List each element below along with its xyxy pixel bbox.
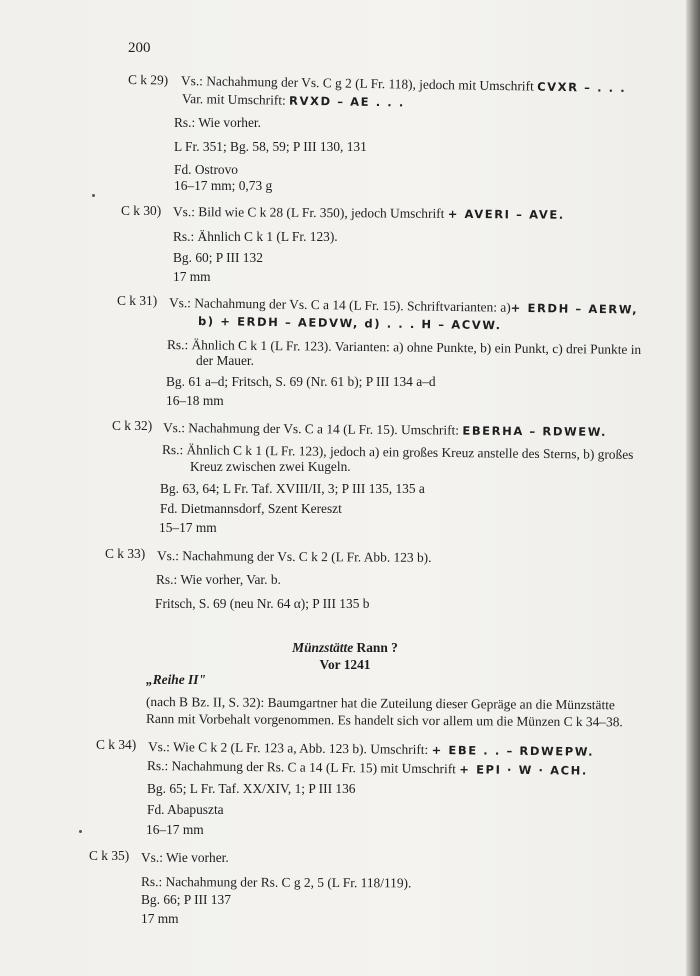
obverse-line: Vs.: Wie vorher. (141, 850, 229, 865)
page-number: 200 (128, 40, 151, 56)
size-line: 16–17 mm; 0,73 g (174, 178, 273, 193)
reference-line: Fritsch, S. 69 (neu Nr. 64 α); P III 135 b (155, 596, 370, 611)
obverse-text: Vs.: Nachahmung der Vs. C a 14 (L Fr. 15). Schriftvarianten: a) (168, 295, 511, 315)
entry-id: C k 34) (96, 737, 137, 752)
reverse-continuation: Kreuz zwischen zwei Kugeln. (190, 459, 351, 474)
reverse-line: Rs.: Wie vorher. (174, 115, 261, 130)
mint-heading (0, 639, 690, 673)
entry-id: C k 35) (89, 848, 130, 863)
size-line: 16–17 mm (146, 822, 204, 837)
reference-line: Bg. 60; P III 132 (173, 250, 263, 265)
variant-line (182, 91, 405, 110)
obverse-text: Vs.: Wie C k 2 (L Fr. 123 a, Abb. 123 b). Umschrift: (147, 739, 429, 757)
reverse-line: Rs.: Wie vorher, Var. b. (156, 572, 281, 587)
size-line: 15–17 mm (159, 520, 217, 535)
reverse-line: Rs.: Nachahmung der Rs. C g 2, 5 (L Fr. 118/119). (140, 874, 412, 891)
obverse-variants-line (198, 313, 502, 333)
entry-id: C k 29) (127, 72, 169, 88)
mint-label: Münzstätte (292, 640, 354, 655)
reference-line: Bg. 65; L Fr. Taf. XX/XIV, 1; P III 136 (147, 781, 356, 796)
findspot-line: Fd. Ostrovo (174, 162, 238, 177)
obverse-line (163, 420, 607, 440)
entry-id: C k 32) (112, 418, 153, 433)
entry-id: C k 33) (105, 546, 146, 561)
reference-line: L Fr. 351; Bg. 58, 59; P III 130, 131 (174, 139, 367, 154)
reverse-line: Rs.: Ähnlich C k 1 (L Fr. 123). (173, 229, 338, 244)
reverse-continuation: der Mauer. (196, 353, 255, 368)
reference-line: Bg. 61 a–d; Fritsch, S. 69 (Nr. 61 b); P III 134 a–d (166, 374, 436, 389)
obverse-text: Vs.: Nachahmung der Vs. C a 14 (L Fr. 15). Umschrift: (162, 420, 460, 438)
findspot-line: Fd. Dietmannsdorf, Szent Kereszt (160, 501, 342, 516)
size-line: 17 mm (173, 269, 211, 284)
speck (92, 194, 95, 197)
obverse-text: Vs.: Bild wie C k 28 (L Fr. 350), jedoch Umschrift (172, 204, 445, 221)
inscription: CVXR – . . . (537, 79, 627, 95)
mint-date: Vor 1241 (319, 657, 371, 672)
reverse-line (147, 758, 588, 779)
size-line: 16–18 mm (166, 393, 224, 408)
reverse-text: Rs.: Nachahmung der Rs. C a 14 (L Fr. 15) mit Umschrift (146, 758, 457, 777)
inscription: + EBE . . – RDWEPW. (431, 742, 595, 759)
page-binding-edge (686, 0, 700, 976)
reverse-line: Rs.: Ähnlich C k 1 (L Fr. 123), jedoch a) ein großes Kreuz anstelle des Sterns, b) großes (161, 442, 634, 462)
size-line: 17 mm (141, 911, 179, 926)
inscription: + EPI · W · ACH. (459, 762, 588, 778)
reference-line: Bg. 66; P III 137 (141, 892, 231, 907)
speck (79, 830, 82, 833)
obverse-text: Vs.: Nachahmung der Vs. C g 2 (L Fr. 118), jedoch mit Umschrift (180, 73, 534, 94)
inscription: RVXD – AE . . . (289, 93, 406, 110)
inscription: EBERHA – RDWEW. (462, 423, 608, 439)
series-title: „Reihe II" (146, 672, 206, 687)
obverse-line (173, 204, 565, 223)
obverse-line: Vs.: Nachahmung der Vs. C k 2 (L Fr. Abb. 123 b). (156, 548, 432, 565)
reference-line: Bg. 63, 64; L Fr. Taf. XVIII/II, 3; P III 135, 135 a (160, 481, 425, 496)
reverse-line: Rs.: Ähnlich C k 1 (L Fr. 123). Varianten: a) ohne Punkte, b) ein Punkt, c) drei Punkte in (166, 337, 642, 357)
obverse-line (148, 739, 594, 760)
inscription: + ERDH – AERW, (510, 300, 639, 317)
inscription: b) + ERDH – AEDVW, d) . . . H – ACVW. (197, 314, 502, 333)
mint-title (0, 639, 690, 656)
intro-line-1: (nach B Bz. II, S. 32): Baumgartner hat die Zuteilung dieser Gepräge an die Münzstätte (145, 694, 615, 713)
mint-place: Rann ? (353, 640, 398, 655)
intro-line-2: Rann mit Vorbehalt vorgenommen. Es handelt sich vor allem um die Münzen C k 34–38. (145, 711, 623, 730)
findspot-line: Fd. Abapuszta (147, 802, 224, 817)
variant-text: Var. mit Umschrift: (181, 91, 286, 108)
entry-id: C k 31) (117, 293, 158, 308)
inscription: + AVERI – AVE. (447, 206, 565, 222)
entry-id: C k 30) (121, 203, 162, 218)
